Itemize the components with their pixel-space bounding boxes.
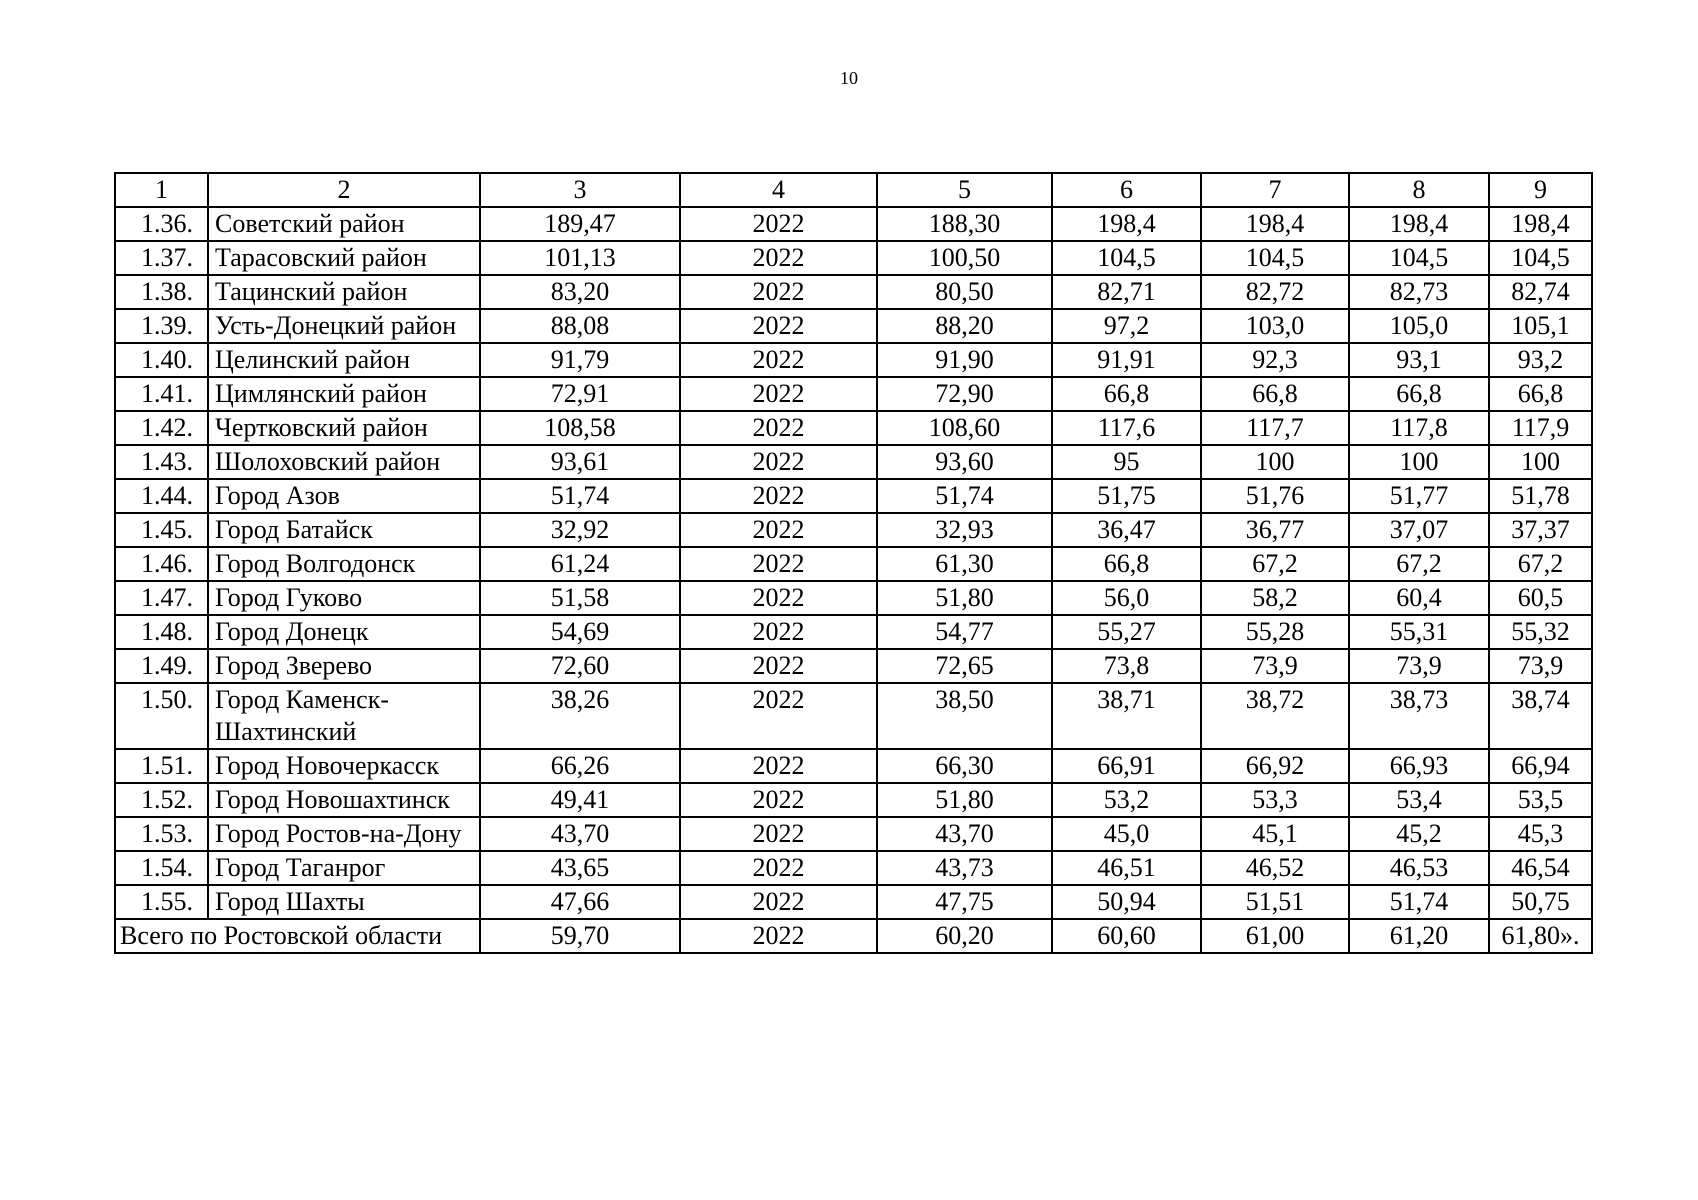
table-row: [115, 581, 1592, 615]
total-value: 61,80».: [1489, 919, 1592, 953]
territory-name: Город Азов: [208, 479, 480, 513]
value-col-7: 45,1: [1201, 817, 1349, 851]
value-col-7: 53,3: [1201, 783, 1349, 817]
table-row: [115, 683, 1592, 749]
row-number: 1.52.: [115, 783, 208, 817]
value-col-3: 72,91: [480, 377, 680, 411]
row-number: 1.55.: [115, 885, 208, 919]
value-col-8: 53,4: [1349, 783, 1489, 817]
territory-name: Город Шахты: [208, 885, 480, 919]
value-col-9: 66,8: [1489, 377, 1592, 411]
value-col-8: 37,07: [1349, 513, 1489, 547]
year-col-4: 2022: [680, 445, 877, 479]
value-col-6: 91,91: [1052, 343, 1201, 377]
value-col-5: 32,93: [877, 513, 1052, 547]
value-col-3: 43,65: [480, 851, 680, 885]
row-number: 1.46.: [115, 547, 208, 581]
year-col-4: 2022: [680, 683, 877, 749]
year-col-4: 2022: [680, 479, 877, 513]
value-col-6: 55,27: [1052, 615, 1201, 649]
table-row: [115, 275, 1592, 309]
value-col-8: 67,2: [1349, 547, 1489, 581]
value-col-5: 54,77: [877, 615, 1052, 649]
column-header: 9: [1489, 173, 1592, 207]
value-col-3: 66,26: [480, 749, 680, 783]
table-row: [115, 343, 1592, 377]
table-header-row: [115, 173, 1592, 207]
column-header: 1: [115, 173, 208, 207]
year-col-4: 2022: [680, 749, 877, 783]
row-number: 1.54.: [115, 851, 208, 885]
value-col-5: 72,90: [877, 377, 1052, 411]
value-col-8: 38,73: [1349, 683, 1489, 749]
value-col-9: 105,1: [1489, 309, 1592, 343]
territory-name: Тацинский район: [208, 275, 480, 309]
year-col-4: 2022: [680, 851, 877, 885]
row-number: 1.44.: [115, 479, 208, 513]
value-col-6: 38,71: [1052, 683, 1201, 749]
year-col-4: 2022: [680, 649, 877, 683]
value-col-8: 100: [1349, 445, 1489, 479]
value-col-7: 92,3: [1201, 343, 1349, 377]
table-row: [115, 649, 1592, 683]
table-row: [115, 885, 1592, 919]
value-col-3: 32,92: [480, 513, 680, 547]
territory-name: Город Донецк: [208, 615, 480, 649]
value-col-7: 66,8: [1201, 377, 1349, 411]
territory-name: Город Таганрог: [208, 851, 480, 885]
value-col-7: 51,51: [1201, 885, 1349, 919]
value-col-9: 53,5: [1489, 783, 1592, 817]
value-col-6: 117,6: [1052, 411, 1201, 445]
total-value: 60,60: [1052, 919, 1201, 953]
table-total-row: [115, 919, 1592, 953]
value-col-5: 51,80: [877, 581, 1052, 615]
territory-name: Тарасовский район: [208, 241, 480, 275]
value-col-3: 51,74: [480, 479, 680, 513]
row-number: 1.43.: [115, 445, 208, 479]
value-col-5: 43,70: [877, 817, 1052, 851]
territory-name: Город Волгодонск: [208, 547, 480, 581]
row-number: 1.51.: [115, 749, 208, 783]
column-header: 4: [680, 173, 877, 207]
table-row: [115, 817, 1592, 851]
value-col-3: 47,66: [480, 885, 680, 919]
value-col-9: 100: [1489, 445, 1592, 479]
value-col-5: 43,73: [877, 851, 1052, 885]
territory-name: Город Ростов-на-Дону: [208, 817, 480, 851]
table-row: [115, 513, 1592, 547]
value-col-6: 66,8: [1052, 377, 1201, 411]
value-col-8: 55,31: [1349, 615, 1489, 649]
value-col-3: 38,26: [480, 683, 680, 749]
value-col-8: 93,1: [1349, 343, 1489, 377]
table-row: [115, 411, 1592, 445]
territory-name: Город Зверево: [208, 649, 480, 683]
year-col-4: 2022: [680, 343, 877, 377]
year-col-4: 2022: [680, 309, 877, 343]
value-col-3: 72,60: [480, 649, 680, 683]
table-row: [115, 377, 1592, 411]
value-col-3: 54,69: [480, 615, 680, 649]
value-col-3: 93,61: [480, 445, 680, 479]
value-col-7: 73,9: [1201, 649, 1349, 683]
value-col-9: 117,9: [1489, 411, 1592, 445]
row-number: 1.37.: [115, 241, 208, 275]
value-col-3: 49,41: [480, 783, 680, 817]
table-row: [115, 547, 1592, 581]
row-number: 1.45.: [115, 513, 208, 547]
value-col-3: 189,47: [480, 207, 680, 241]
row-number: 1.48.: [115, 615, 208, 649]
year-col-4: 2022: [680, 581, 877, 615]
total-value: 61,20: [1349, 919, 1489, 953]
value-col-7: 46,52: [1201, 851, 1349, 885]
value-col-9: 45,3: [1489, 817, 1592, 851]
value-col-5: 51,74: [877, 479, 1052, 513]
value-col-8: 117,8: [1349, 411, 1489, 445]
value-col-6: 66,91: [1052, 749, 1201, 783]
table-body: [115, 173, 1592, 953]
value-col-8: 46,53: [1349, 851, 1489, 885]
total-value: 59,70: [480, 919, 680, 953]
value-col-9: 55,32: [1489, 615, 1592, 649]
page-number: 10: [840, 68, 858, 88]
row-number: 1.41.: [115, 377, 208, 411]
value-col-3: 88,08: [480, 309, 680, 343]
territory-name: Город Новочеркасск: [208, 749, 480, 783]
value-col-5: 61,30: [877, 547, 1052, 581]
value-col-7: 36,77: [1201, 513, 1349, 547]
value-col-9: 37,37: [1489, 513, 1592, 547]
value-col-7: 104,5: [1201, 241, 1349, 275]
value-col-5: 51,80: [877, 783, 1052, 817]
year-col-4: 2022: [680, 783, 877, 817]
value-col-9: 51,78: [1489, 479, 1592, 513]
value-col-6: 66,8: [1052, 547, 1201, 581]
value-col-6: 53,2: [1052, 783, 1201, 817]
value-col-7: 82,72: [1201, 275, 1349, 309]
value-col-7: 38,72: [1201, 683, 1349, 749]
value-col-7: 67,2: [1201, 547, 1349, 581]
value-col-3: 61,24: [480, 547, 680, 581]
year-col-4: 2022: [680, 207, 877, 241]
value-col-5: 91,90: [877, 343, 1052, 377]
value-col-6: 82,71: [1052, 275, 1201, 309]
value-col-5: 38,50: [877, 683, 1052, 749]
value-col-8: 82,73: [1349, 275, 1489, 309]
value-col-8: 104,5: [1349, 241, 1489, 275]
value-col-5: 66,30: [877, 749, 1052, 783]
value-col-7: 117,7: [1201, 411, 1349, 445]
territory-name: Город Новошахтинск: [208, 783, 480, 817]
value-col-6: 51,75: [1052, 479, 1201, 513]
year-col-4: 2022: [680, 241, 877, 275]
value-col-8: 45,2: [1349, 817, 1489, 851]
value-col-9: 60,5: [1489, 581, 1592, 615]
value-col-7: 58,2: [1201, 581, 1349, 615]
value-col-6: 36,47: [1052, 513, 1201, 547]
value-col-7: 55,28: [1201, 615, 1349, 649]
territory-name: Усть-Донецкий район: [208, 309, 480, 343]
value-col-8: 66,93: [1349, 749, 1489, 783]
value-col-3: 101,13: [480, 241, 680, 275]
value-col-9: 93,2: [1489, 343, 1592, 377]
value-col-9: 46,54: [1489, 851, 1592, 885]
column-header: 8: [1349, 173, 1489, 207]
row-number: 1.42.: [115, 411, 208, 445]
value-col-9: 82,74: [1489, 275, 1592, 309]
year-col-4: 2022: [680, 547, 877, 581]
territory-name: Шолоховский район: [208, 445, 480, 479]
table-row: [115, 615, 1592, 649]
value-col-5: 108,60: [877, 411, 1052, 445]
row-number: 1.39.: [115, 309, 208, 343]
value-col-8: 60,4: [1349, 581, 1489, 615]
row-number: 1.49.: [115, 649, 208, 683]
year-col-4: 2022: [680, 817, 877, 851]
value-col-7: 198,4: [1201, 207, 1349, 241]
total-value: 60,20: [877, 919, 1052, 953]
row-number: 1.47.: [115, 581, 208, 615]
value-col-6: 45,0: [1052, 817, 1201, 851]
value-col-8: 73,9: [1349, 649, 1489, 683]
value-col-7: 51,76: [1201, 479, 1349, 513]
year-col-4: 2022: [680, 513, 877, 547]
territory-name: Советский район: [208, 207, 480, 241]
value-col-5: 88,20: [877, 309, 1052, 343]
value-col-8: 66,8: [1349, 377, 1489, 411]
value-col-6: 50,94: [1052, 885, 1201, 919]
total-value: 2022: [680, 919, 877, 953]
value-col-6: 56,0: [1052, 581, 1201, 615]
territory-name: Чертковский район: [208, 411, 480, 445]
value-col-9: 67,2: [1489, 547, 1592, 581]
total-value: 61,00: [1201, 919, 1349, 953]
territory-name: Город Батайск: [208, 513, 480, 547]
value-col-8: 51,74: [1349, 885, 1489, 919]
row-number: 1.36.: [115, 207, 208, 241]
value-col-5: 80,50: [877, 275, 1052, 309]
value-col-6: 95: [1052, 445, 1201, 479]
value-col-9: 198,4: [1489, 207, 1592, 241]
value-col-5: 93,60: [877, 445, 1052, 479]
value-col-3: 51,58: [480, 581, 680, 615]
territory-name: Целинский район: [208, 343, 480, 377]
value-col-7: 66,92: [1201, 749, 1349, 783]
value-col-5: 100,50: [877, 241, 1052, 275]
value-col-9: 66,94: [1489, 749, 1592, 783]
value-col-9: 50,75: [1489, 885, 1592, 919]
column-header: 6: [1052, 173, 1201, 207]
value-col-7: 100: [1201, 445, 1349, 479]
value-col-9: 73,9: [1489, 649, 1592, 683]
territory-name: Цимлянский район: [208, 377, 480, 411]
row-number: 1.38.: [115, 275, 208, 309]
year-col-4: 2022: [680, 377, 877, 411]
value-col-6: 46,51: [1052, 851, 1201, 885]
table-row: [115, 479, 1592, 513]
row-number: 1.53.: [115, 817, 208, 851]
value-col-5: 188,30: [877, 207, 1052, 241]
row-number: 1.50.: [115, 683, 208, 749]
table-row: [115, 749, 1592, 783]
value-col-5: 72,65: [877, 649, 1052, 683]
table-row: [115, 445, 1592, 479]
value-col-3: 43,70: [480, 817, 680, 851]
value-col-6: 97,2: [1052, 309, 1201, 343]
value-col-6: 104,5: [1052, 241, 1201, 275]
table-row: [115, 207, 1592, 241]
territory-name: Город Гуково: [208, 581, 480, 615]
year-col-4: 2022: [680, 615, 877, 649]
column-header: 3: [480, 173, 680, 207]
value-col-6: 73,8: [1052, 649, 1201, 683]
value-col-3: 108,58: [480, 411, 680, 445]
column-header: 2: [208, 173, 480, 207]
table-row: [115, 783, 1592, 817]
table-row: [115, 309, 1592, 343]
table-row: [115, 241, 1592, 275]
year-col-4: 2022: [680, 275, 877, 309]
value-col-5: 47,75: [877, 885, 1052, 919]
value-col-6: 198,4: [1052, 207, 1201, 241]
column-header: 5: [877, 173, 1052, 207]
column-header: 7: [1201, 173, 1349, 207]
value-col-8: 105,0: [1349, 309, 1489, 343]
year-col-4: 2022: [680, 885, 877, 919]
value-col-3: 83,20: [480, 275, 680, 309]
value-col-8: 51,77: [1349, 479, 1489, 513]
value-col-9: 38,74: [1489, 683, 1592, 749]
indicator-table: [114, 172, 1593, 954]
territory-name: Город Каменск-Шахтинский: [208, 683, 480, 749]
value-col-3: 91,79: [480, 343, 680, 377]
value-col-8: 198,4: [1349, 207, 1489, 241]
table-row: [115, 851, 1592, 885]
row-number: 1.40.: [115, 343, 208, 377]
year-col-4: 2022: [680, 411, 877, 445]
value-col-7: 103,0: [1201, 309, 1349, 343]
total-label: Всего по Ростовской области: [115, 919, 480, 953]
value-col-9: 104,5: [1489, 241, 1592, 275]
